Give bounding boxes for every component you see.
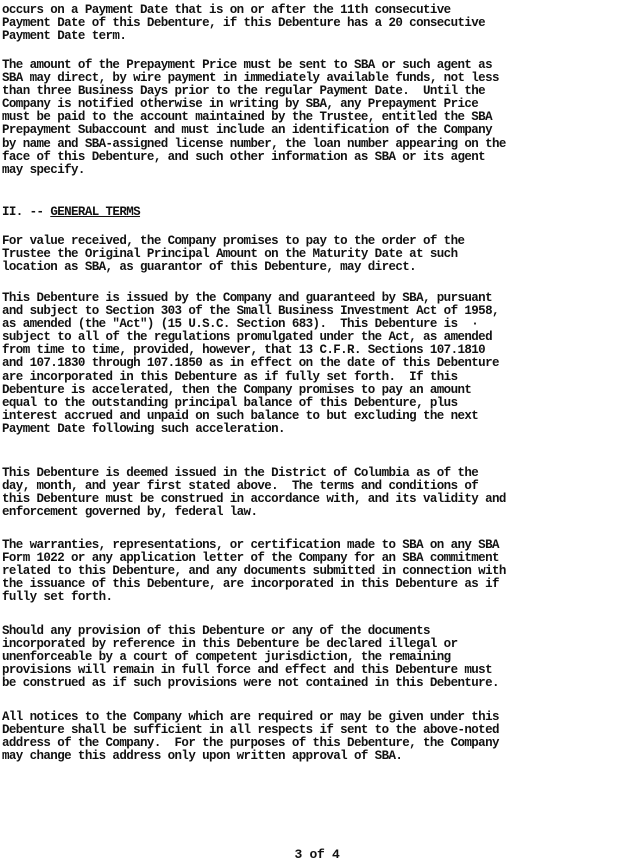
section-title: GENERAL TERMS xyxy=(50,205,141,219)
paragraph-prepayment-price: The amount of the Prepayment Price must be sent to SBA or such agent as SBA may direct, by wire payment in immediately available funds, not less than three Business Days prior to the regular Payment Date. Until the Company is notified otherwise in writing by SBA, any Prepayment Price must be paid to the account maintained by the Trustee, entitled the SBA Prepayment Subaccount and must include an identification of the Company by name and SBA-assigned license number, the loan number appearing on the face of this Debenture, and such other information as SBA or its agent may specify. xyxy=(2,58,506,177)
paragraph-notices: All notices to the Company which are required or may be given under this Debenture shall be sufficient in all respects if sent to the above-noted address of the Company. For the purposes of this Debenture, the Company may change this address only upon written approval of SBA. xyxy=(2,710,499,764)
paragraph-issuance: This Debenture is issued by the Company and guaranteed by SBA, pursuant and subject to Section 303 of the Small Business Investment Act of 1958, as amended (the "Act") (15 U.S.C. Section 683). This Debenture is · subject to all of the regulations promulgated under the Act, as amended from time to time, provided, however, that 13 C.F.R. Sections 107.1810 and 107.1830 through 107.1850 as in effect on the date of this Debenture are incorporated in this Debenture as if fully set forth. If this Debenture is accelerated, then the Company promises to pay an amount equal to the outstanding principal balance of this Debenture, plus interest accrued and unpaid on such balance to but excluding the next Payment Date following such acceleration. xyxy=(2,291,499,436)
paragraph-prepayment-term: occurs on a Payment Date that is on or after the 11th consecutive Payment Date of this Debenture, if this Debenture has a 20 consecutive Payment Date term. xyxy=(2,3,486,44)
section-number: II. -- xyxy=(2,205,51,219)
section-heading xyxy=(2,206,140,219)
paragraph-jurisdiction: This Debenture is deemed issued in the District of Columbia as of the day, month, and year first stated above. The terms and conditions of this Debenture must be construed in accordance with, and its validity and enforcement governed by, federal law. xyxy=(2,466,506,520)
paragraph-value-received: For value received, the Company promises to pay to the order of the Trustee the Original Principal Amount on the Maturity Date at such location as SBA, as guarantor of this Debenture, may direct. xyxy=(2,234,465,275)
paragraph-warranties: The warranties, representations, or certification made to SBA on any SBA Form 1022 or any application letter of the Company for an SBA commitment related to this Debenture, and any documents submitted in connection with the issuance of this Debenture, are incorporated in this Debenture as if fully set forth. xyxy=(2,538,506,605)
page-number: 3 of 4 xyxy=(294,847,340,862)
paragraph-severability: Should any provision of this Debenture or any of the documents incorporated by reference in this Debenture be declared illegal or unenforceable by a court of competent jurisdiction, the remaining provisions will remain in full force and effect and this Debenture must be construed as if such provisions were not contained in this Debenture. xyxy=(2,624,499,691)
